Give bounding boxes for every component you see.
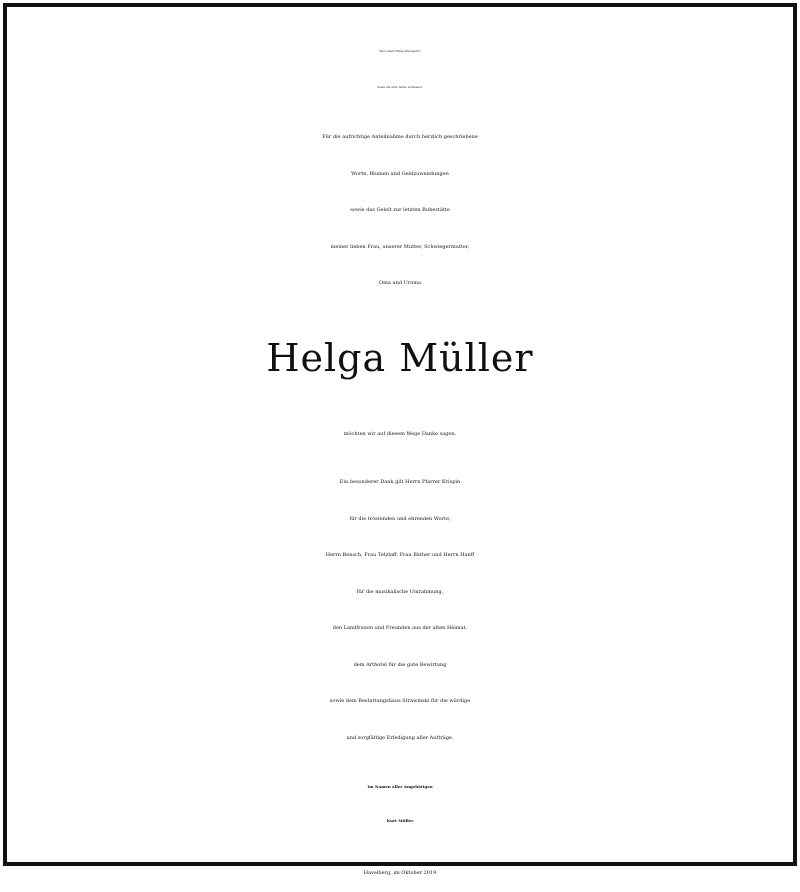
intro-line: Oma und Uroma [379, 280, 421, 286]
thanks-line: möchten wir auf diesem Wege Danke sagen. [343, 430, 457, 437]
intro-line: Für die aufrichtige Anteilnahme durch herzlich geschriebene [322, 134, 478, 140]
place-date: Havelberg, im Oktober 2019 [363, 870, 437, 876]
special-thanks-paragraph [7, 464, 793, 756]
special-thanks-line: und sorgfältige Erledigung aller Aufträge. [346, 734, 454, 741]
special-thanks-line: dem Arthotel für die gute Bewirtung [353, 661, 447, 668]
deceased-name: Helga Müller [266, 335, 534, 380]
intro-line: Worte, Blumen und Geldzuwendungen [351, 170, 449, 177]
motto-line: Wer einen Fluss überquert, [379, 49, 421, 53]
special-thanks-line: sowie dem Bestattungshaus Strawinski für die würdige [329, 698, 471, 704]
signer-name: Kurt Müller [386, 818, 414, 823]
special-thanks-line: für die tröstenden und ehrenden Worte, [349, 515, 451, 522]
notice-content [7, 7, 793, 876]
intro-line: sowie das Geleit zur letzten Ruhestätte [350, 207, 450, 213]
intro-paragraph [7, 119, 793, 302]
special-thanks-line: Ein besonderer Dank gilt Herrn Pfarrer Krispin [339, 479, 461, 485]
motto [7, 7, 793, 105]
notice-frame [3, 3, 797, 876]
thanks-paragraph [7, 416, 793, 453]
special-thanks-line: den Landfrauen und Freunden aus der alten Heimat, [332, 625, 468, 631]
special-thanks-line: für die musikalische Umrahmung, [356, 588, 444, 595]
motto-line: muss die eine Seite verlassen. [377, 85, 423, 89]
signature-line: Im Namen aller Angehörigen [367, 784, 433, 789]
special-thanks-line: Herrn Bensch, Frau Tetzlaff, Frau Bäther und Herrn Hanff [325, 552, 475, 558]
intro-line: meiner lieben Frau, unserer Mutter, Schwiegermutter, [330, 243, 470, 250]
signature-block [7, 770, 793, 838]
